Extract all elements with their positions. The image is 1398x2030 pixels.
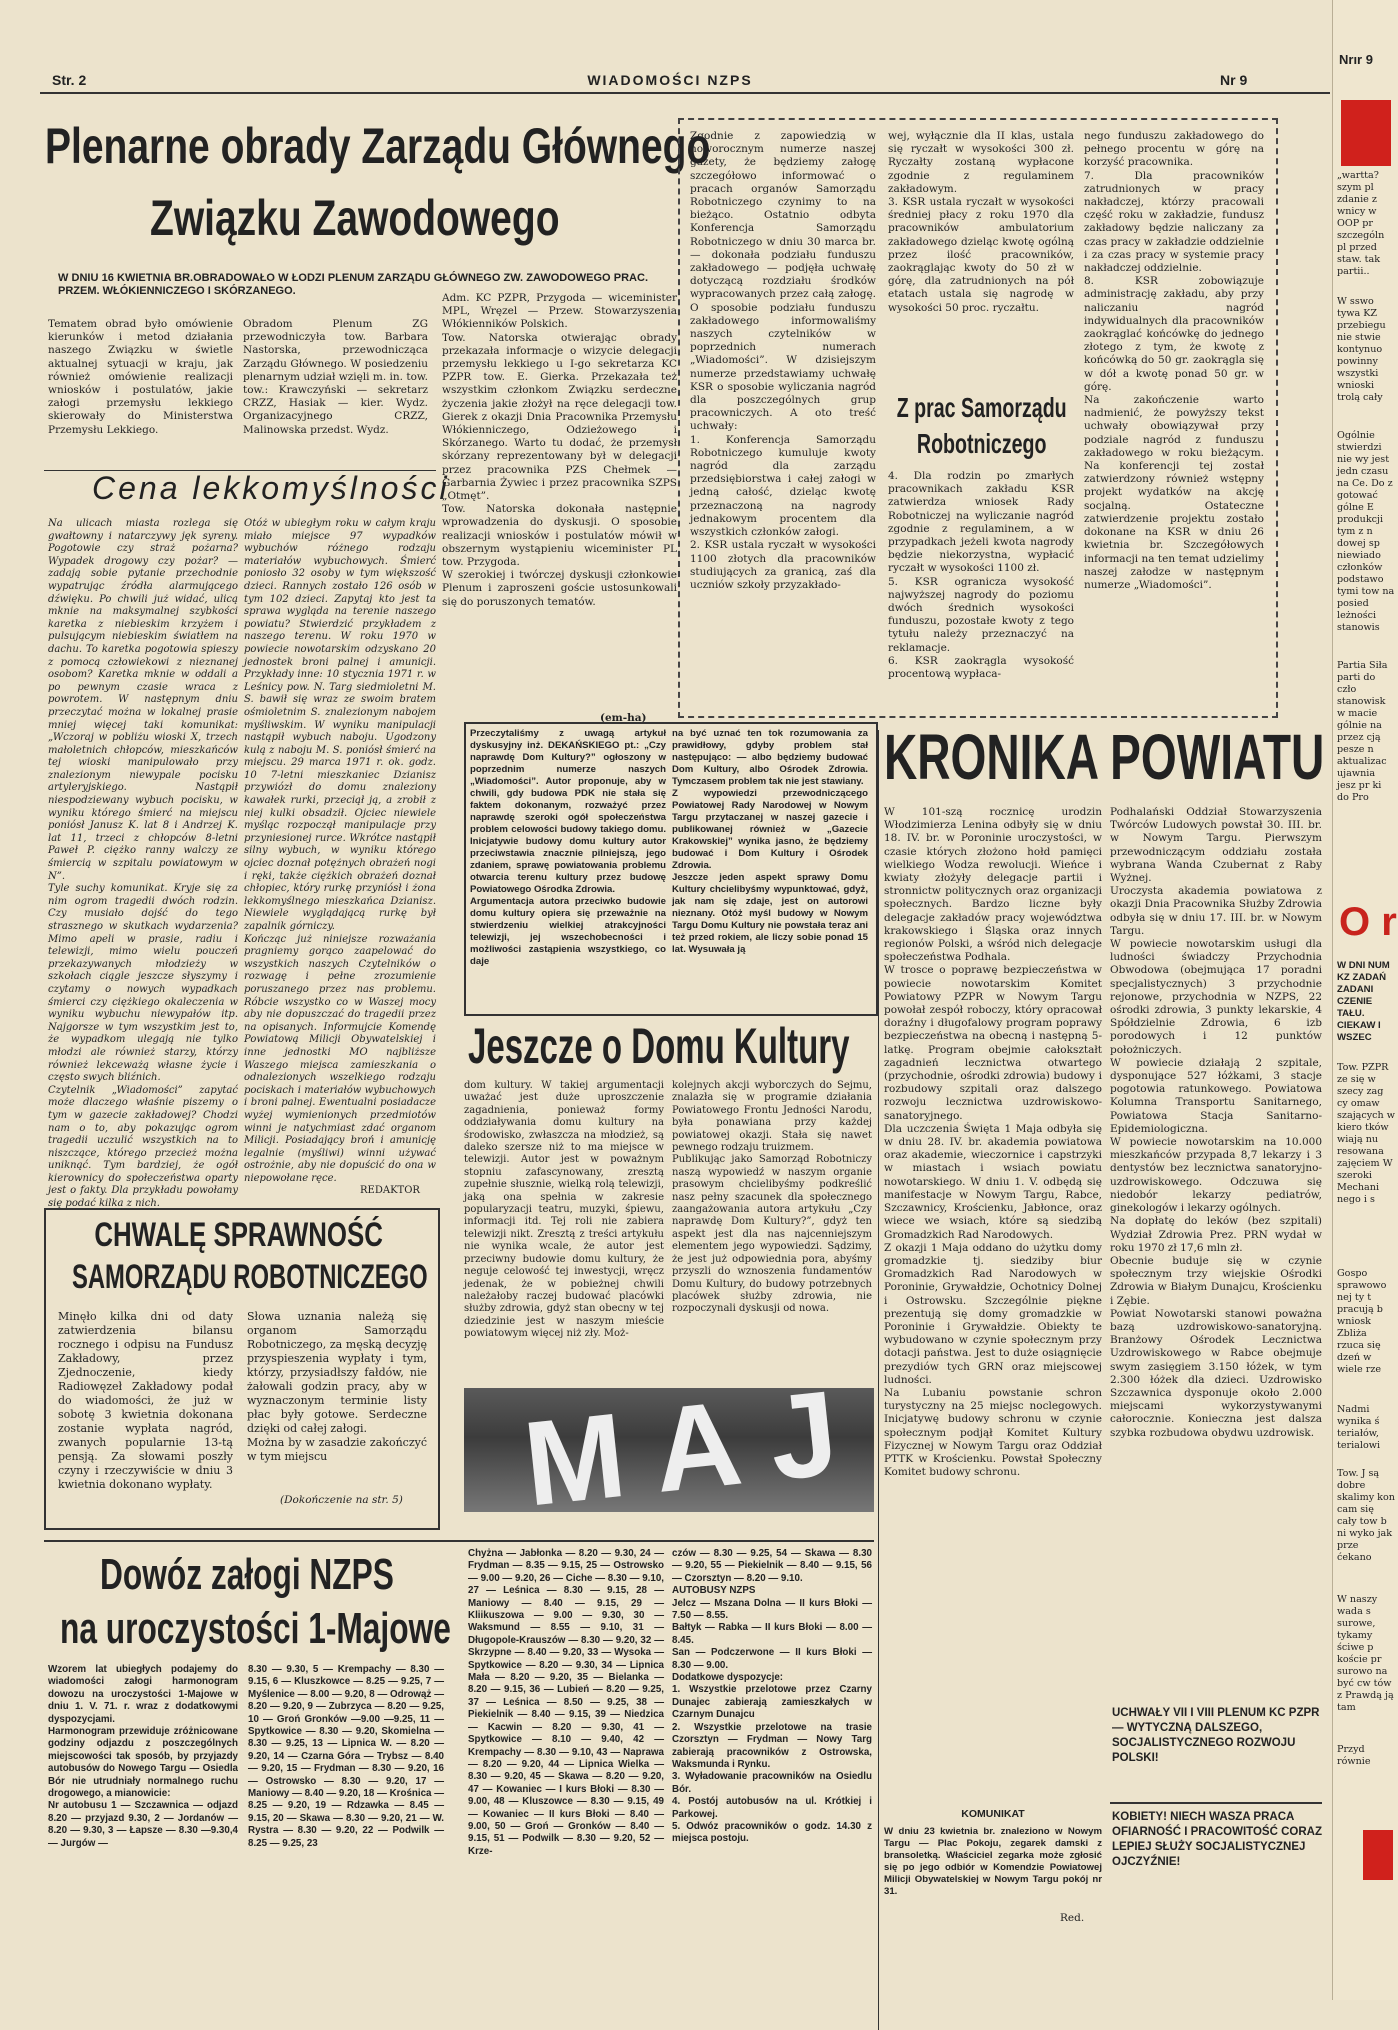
- next-page-text9: Tow. J są dobre skalimy kon cam się cały tow b ni wyko jak prze ćekano: [1337, 1468, 1395, 1563]
- chwale-col2: Słowa uznania należą się organom Samorządu Robotniczego, za męską decyzję przyspieszenia wypłaty i tym, którzy, przysiadłszy fałdów, nie żałowali godzin pracy, aby w wyznaczonym terminie listy płac były gotowe. Serdeczne dzięki od całej załogi. Można by w zasadzie zakończyć w tym miejscu: [247, 1310, 427, 1463]
- samorzad-col1: Zgodnie z zapowiedzią w noworocznym numerze naszej gazety, że będziemy załogę szczegółowo informować o pracach organów Samorządu Robotniczego czynimy to na bieżąco. Ostatnio odbyta Konferencja Samorządu Robotniczego w dniu 30 marca br. — dokonała podziału funduszu zakładowego — podjęła uchwałę dotyczącą rozdziału środków wypracowanych przez całą załogę. O sposobie podziału funduszu zakładowego informowaliśmy naszych czytelników w poprzednich numerach „Wiadomości”. W dzisiejszym numerze przedstawiamy uchwałę KSR o sposobie wyliczania nagród dla poszczególnych grup pracowniczych. A oto treść uchwały: 1. Konferencja Samorządu Robotniczego kumuluje kwoty nagród dla zarządu przedsiębiorstwa i całej załogi w jedną całość, dzieląc kwotę przeznaczoną na nagrody jednakowym procentem dla wszystkich członków załogi. 2. KSR ustala ryczałt w wysokości 1100 złotych dla pracowników studiujących za granicą, zaś dla uczniów szkoły przyzakłado-: [690, 130, 876, 591]
- slogan-rule: [1110, 1802, 1322, 1804]
- dowoz-col3: Chyżna — Jabłonka — 8.20 — 9.30, 24 — Frydman — 8.35 — 9.15, 25 — Ostrowsko — 9.00 — 9.20, 26 — Ciche — 8.30 — 9.10, 27 — Leśnica — 8.30 — 9.15, 28 — Maniowy — 8.40 — 9.15, 29 — Kliikuszowa — 9.00 — 9.30, 30 — Waksmund — 8.55 — 9.10, 31 — Długopole-Krauszów — 8.30 — 9.20, 32 — Skrzypne — 8.40 — 9.20, 33 — Wysoka — Spytkowice — 8.20 — 9.30, 34 — Lipnica Mała — 8.20 — 9.20, 35 — Bielanka — 8.20 — 9.15, 36 — Lubień — 8.20 — 9.25, 37 — Leśnica — 8.50 — 9.25, 38 — Piekielnik — 8.40 — 9.15, 39 — Niedzica — Kacwin — 8.20 — 9.30, 41 — Spytkowice — 8.10 — 9.40, 42 — Krempachy — 8.30 — 9.10, 43 — Naprawa — 8.20 — 9.20, 44 — Lipnica Wielka — 8.30 — 9.20, 45 — Skawa — 8.20 — 9.20, 47 — Kowaniec — I kurs Błoki — 8.30 — 9.00, 48 — Kluszowce — 8.30 — 9.15, 49 — Kowaniec — II kurs Błoki — 8.40 — 9.00, 50 — Groń — Gronków — 8.40 — 9.15, 51 — Podwilk — 8.30 — 9.20, 52 — Krze-: [468, 1548, 664, 1857]
- next-page-text4: Partia Siła parti do czło stanowisk w macie gólnie na przez cją pesze n aktualizac ujawnia jesz pr ki do Pro: [1337, 660, 1388, 803]
- rule-dowoz-top: [44, 1540, 874, 1542]
- next-page-text8: Nadmi wynika ś teriałów, terialowi: [1337, 1404, 1381, 1451]
- dowoz-col4: czów — 8.30 — 9.25, 54 — Skawa — 8.30 — 9.20, 55 — Piekielnik — 8.40 — 9.15, 56 — Czorsztyn — 8.20 — 9.10. AUTOBUSY NZPS Jelcz — Mszana Dolna — II kurs Błoki — 7.50 — 8.55. Bałtyk — Rabka — II kurs Błoki — 8.00 — 8.45. San — Podczerwone — II kurs Błoki — 8.30 — 9.00. Dodatkowe dyspozycje: 1. Wszystkie przelotowe przez Czarny Dunajec zabierają zamieszkałych w Czarnym Dunajcu 2. Wszystkie przelotowe na trasie Czorsztyn — Frydman — Nowy Targ zabierają pracowników z Ostrowska, Waksmunda i Rynku. 3. Wyładowanie pracowników na Osiedlu Bór. 4. Postój autobusów na ul. Krótkiej i Parkowej. 5. Odwóz pracowników o godz. 14.30 z miejsca postoju.: [672, 1548, 872, 1845]
- plenum-col2: Obradom Plenum ZG przewodniczyła tow. Barbara Nastorska, przewodnicząca Zarządu Głównego. W posiedzeniu plenarnym udział wzięli m. in. tow. tow.: Krawczyński — sekretarz CRZZ, Hasiak — kier. Wydz. Organizacyjnego CRZZ, Malinowska przedst. Wydz.: [243, 318, 428, 436]
- samorzad-col3: nego funduszu zakładowego do pełnego procentu w górę na korzyść pracownika. 7. Dla pracowników zatrudnionych w pracy nakładczej, którzy pracowali część roku w zakładzie, fundusz zakładowy będzie naliczany za czas pracy w zakładzie oddzielnie i za czas pracy w systemie pracy nakładczej oddzielnie. 8. KSR zobowiązuje administrację zakładu, aby przy naliczaniu nagród indywidualnych dla pracowników zaokrąglać końcówkę do jednego złotego z tym, że kwotę z końcówką do 50 gr. zaokrągla się w dół a kwotę ponad 50 gr. w górę. Na zakończenie warto nadmienić, że powyższy tekst uchwały obowiązywał przy podziale nagród z funduszu zakładowego w roku bieżącym. Na konferencji tej został zatwierdzony również wstępny projekt wydatków na akcję socjalną. Ostateczne zatwierdzenie projektu zostało dokonane na KSR w dniu 26 kwietnia br. Szczegółowych informacji na ten temat udzielimy naszej załodze w następnym numerze „Wiadomości”.: [1084, 130, 1264, 591]
- next-page-text2: W sswo tywa KZ przebiegu nie stwie kontynuo powinny wszystki wnioski trolą cały: [1337, 296, 1386, 403]
- chwale-continued: (Dokończenie na str. 5): [280, 1494, 403, 1506]
- dowoz-title2: na uroczystości 1-Majowe: [60, 1604, 451, 1653]
- dowoz-col1: Wzorem lat ubiegłych podajemy do wiadomości załogi harmonogram dowozu na uroczystości 1-Majowe w dniu 1. V. 71. r. wraz z dodatkowymi dyspozycjami. Harmonogram przewiduje zróżnicowane godziny odjazdu z poszczególnych miejscowości tak sposób, by przyjazdy autobusów do Nowego Targu — Osiedla Bór nie utrudniały normalnego ruchu drogowego, a mianowicie: Nr autobusu 1 — Szczawnica — odjazd 8.20 — przyjazd 9.30, 2 — Jordanów — 8.20 — 9.30, 3 — Łapsze — 8.30 —9.30,4 — Jurgów —: [48, 1664, 238, 1849]
- cena-signature: REDAKTOR: [360, 1185, 420, 1196]
- next-page-text1: „wartta? szym pl zdanie z wnicy w OOP pr szczególn pl przed staw. tak partii..: [1337, 170, 1385, 277]
- next-page-text10: W naszy wada s surowe, tykamy ściwe p koście pr surowo na być cw tów z Prawdą ją tam: [1337, 1594, 1394, 1713]
- plenum-title-line2: Związku Zawodowego: [150, 190, 560, 246]
- plenum-col3: Adm. KC PZPR, Przygoda — wiceminister MPL, Wręzel — Przew. Stowarzyszenia Włókienników Polskich. Tow. Natorska otwierając obrady przekazała informacje o wizycie delegacji przemysłu lekkiego u I-go sekretarza KC PZPR tow. E. Gierka. Przekazała też wszystkim członkom Związku serdeczne życzenia jakie złożył na ręce delegacji tow. Gierek z okazji Dnia Pracownika Przemysłu Włókienniczego, Odzieżowego i Skórzanego. Warto tu dodać, że przemysł skórzany reprezentowany był w delegacji przez pracownika PZS Chełmek — Garbarnia Żywiec i przez pracownika SZPS „Otmęt”. Tow. Natorska dokonała następnie wprowadzenia do dyskusji. O sposobie realizacji wniosków i postulatów mówił w obszernym wystąpieniu wiceminister PL tow. Przygoda. W szerokiej i twórczej dyskusji członkowie Plenum i zaproszeni goście ustosunkowali się do poruszonych tematów.: [442, 292, 677, 608]
- plenum-col1: Tematem obrad było omówienie kierunków i metod działania naszego Związku w świetle aktualnej sytuacji w kraju, jak również omówienie realizacji wniosków i postulatów, jakie załogi przemysłu lekkiego skierowały do Ministerstwa Przemysłu Lekkiego.: [48, 318, 233, 436]
- next-page-text3: Ogólnie stwierdzi nie wy jest jedn czasu na Ce. Do z gotować gólne E produkcji tym z n dowej sp niewiado członków podstawo tymi tow na posied leżności stanowis: [1337, 430, 1395, 633]
- kronika-title: KRONIKA POWIATU: [884, 721, 1325, 793]
- plenum-signature: (em-ha): [600, 712, 647, 724]
- cena-title: Cena lekkomyślności: [92, 470, 450, 506]
- cena-col2: Otóż w ubiegłym roku w całym kraju miało miejsce 97 wypadków wybuchów różnego rodzaju materiałów wybuchowych. Śmierć poniosło 32 osoby w tym większość dzieci. Rannych zostało 126 osób w tym 102 dzieci. Zapytaj kto jest ta sprawa wygląda na terenie naszego powiatu? Stwierdzić przykładem z naszego terenu. W roku 1970 w powiecie nowotarskim odzyskano 20 jednostek broni palnej i amunicji. Przykłady inne: 10 stycznia 1971 r. w Leśnicy pow. N. Targ siedmioletni M. S. bawił się wraz ze swoim bratem ośmioletnim S. znalezionym nabojem myśliwskim. W wyniku manipulacji nastąpił wybuch naboju. Ugodzony kulą z naboju M. S. poniósł śmierć na miejscu. 29 marca 1971 r. ok. godz. 10 7-letni mieszkaniec Dzianisz przywiózł do domu znaleziony kawałek rurki, przeciął ją, a zrobił z niej kulki obsadził. Ojciec niewiele myśląc rozpoczął manipulacje przy przyniesionej rurce. Wkrótce nastąpił silny wybuch, w wyniku którego ojciec doznał potężnych obrażeń nogi i ręki, także ciężkich obrażeń doznał chłopiec, który rurkę przyniósł i żona lekkomyślnego mieszkańca Dzianisz. Niewiele wyglądającą rurkę był zapalnik górniczy. Kończąc już niniejsze rozważania pragniemy gorąco zaapelować do wszystkich naszych Czytelników o rozwagę i pełne zrozumienie poruszanego przez nas problemu. Róbcie wszystko co w Waszej mocy aby nie dopuszczać do tragedii przez na opisanych. Informujcie Komendę Powiatową Milicji Obywatelskiej i inne jednostki MO najbliższe Waszego miejsca zamieszkania o odnalezionych wszelkiego rodzaju pociskach i materiałów wybuchowych i broni palnej. Ewentualni posiadacze wyżej wymienionych przedmiotów winni je natychmiast zdać organom Milicji. Posiadający broń i amunicję legalnie (myśliwi) winni używać ostrożnie, aby nie dopuścić do ona w niepowołane ręce.: [244, 518, 436, 1184]
- samorzad-col2b: 4. Dla rodzin po zmarłych pracownikach zakładu KSR zatwierdza wniosek Rady Robotniczej na wyliczanie nagród zgodnie z regulaminem, a w przypadkach jeżeli kwota nagrody będzie niekorzystna, wypłacić ryczałt w wysokości 1100 zł. 5. KSR ogranicza wysokość najwyższej nagrody do poziomu dwóch średnich wysokości funduszu, pozostałe kwoty z tego tytułu należy przeznaczyć na reklamacje. 6. KSR zaokrągla wysokość procentową wypłaca-: [888, 470, 1074, 681]
- jeszcze-box-col2: na być uznać ten tok rozumowania za prawidłowy, gdyby problem stał następująco: — albo będziemy budować Dom Kultury, albo Ośrodek Zdrowia. Tymczasem problem tak nie jest stawiany. Z wypowiedzi przewodniczącego Powiatowej Rady Narodowej w Nowym Targu przytaczanej w naszej gazecie i publikowanej również w „Gazecie Krakowskiej” wynika jasno, że będziemy budować i Dom Kultury i Ośrodek Zdrowia. Jeszcze jeden aspekt sprawy Domu Kultury chcielibyśmy wypunktować, gdyż, jak nam się zdaje, jest on autorowi nieznany. Otóż myśl budowy w Nowym Targu Domu Kultury nie powstała teraz ani też przed rokiem, ale liczy sobie ponad 15 lat. Wysuwała ją: [672, 728, 868, 955]
- next-page-strip: [1332, 0, 1398, 2000]
- may-day-photo: [464, 1362, 874, 1532]
- next-page-text5: W DNI NUM KZ ZADAŃ ZADANI CZENIE TAŁU. CIEKAW I WSZEC: [1337, 960, 1390, 1043]
- kronika-col1: W 101-szą rocznicę urodzin Włodzimierza Lenina odbyły się w dniu 18. IV. br. w Poroninie uroczystości, w czasie których złożono hołd pamięci wielkiego Wodza rewolucji. Wieńce i kwiaty złożyły delegacje partii i stronnictw politycznych oraz organizacji społecznych. Bardzo liczne były delegacje zakładów pracy województwa krakowskiego i Śląska oraz innych regionów Polski, a wśród nich delegacje społeczeństwa Podhala. W trosce o poprawę bezpieczeństwa w powiecie nowotarskim Komitet Powiatowy PZPR w Nowym Targu powołał zespół roboczy, który opracował doraźny i długofalowy program poprawy bezpieczeństwa na obecną i następną 5-latkę. Program obejmie całokształt zagadnień lecznictwa otwartego (przychodnie, ośrodki zdrowia) budowy i rozbudowy szpitali oraz dalszego rozwoju lecznictwa uzdrowiskowo-sanatoryjnego. Dla uczczenia Święta 1 Maja odbyła się w dniu 28. IV. br. akademia powiatowa oraz akademie, wieczornice i capstrzyki w miastach i wsiach powiatu nowotarskiego. W dniu 1. V. odbędą się manifestacje w Nowym Targu, Rabce, Szczawnicy, Krościenku, Jabłonce, oraz wiece we wsiach, które są siedzibą Gromadzkich Rad Narodowych. Z okazji 1 Maja oddano do użytku domy gromadzkie tj. siedziby biur Gromadzkich Rad Narodowych w Poroninie, Grywałdzie, Ochotnicy Dolnej i Ostrowsku. Szczególnie piękne prezentują się domy gromadzkie w Poroninie i Grywałdzie. Obiekty te wybudowano w czynie społecznym przy dotacji państwa. Jest to duże osiągnięcie prezydiów tych GRN oraz miejscowej ludności. Na Lubaniu powstanie schron turystyczny na 25 miejsc noclegowych. Inicjatywę budowy schronu w czynie społecznym podjął Komitet Kultury Fizycznej w Nowym Targu oraz Oddział PTTK w Krościenku. Powstał Społeczny Komitet budowy schronu.: [884, 806, 1102, 1479]
- next-page-title-fragment: O r: [1339, 900, 1397, 944]
- next-page-text6: Tow. PZPR ze się w szecy zag cy omaw szających w kiero tków wiają nu resowana zajęciem W szeroki Mechani nego i s: [1337, 1062, 1395, 1205]
- jeszcze-box-col1: Przeczytaliśmy z uwagą artykuł dyskusyjny inż. DEKAŃSKIEGO pt.: „Czy naprawdę Dom Kultury?” ogłoszony w poprzednim numerze naszych „Wiadomości”. Autor proponuje, aby w chwili, gdy budowa PDK nie stała się faktem dokonanym, rozważyć przez naprawdę szeroki ogół społeczeństwa problem celowości budowy takiego domu. Inicjatywie budowy domu kultury autor przeciwstawia znacznie pilniejszą, jego zdaniem, sprawę powiatowania problemu otwarcia terenu kultury przez budowę Powiatowego Ośrodka Zdrowia. Argumentacja autora przeciwko budowie domu kultury opiera się przeważnie na stwierdzeniu wielkiej atrakcyjności telewizji, jej wszechobecności i możliwości zastąpienia wszystkiego, co daje: [470, 728, 666, 967]
- next-page-text7: Gospo sprawowo nej ty t pracują b wniosk Zbliża rzuca się dzeń w wiele rze: [1337, 1268, 1387, 1375]
- red-title-block-top: [1341, 100, 1391, 166]
- slogan-plenum: UCHWAŁY VII I VIII PLENUM KC PZPR — WYTYCZNĄ DALSZEGO, SOCJALISTYCZNEGO ROZWOJU POLSKI!: [1112, 1707, 1320, 1764]
- samorzad-subtitle1: Z prac Samorządu: [896, 392, 1067, 423]
- dowoz-col2: 8.30 — 9.30, 5 — Krempachy — 8.30 — 9.15, 6 — Kluszkowce — 8.25 — 9.25, 7 — Myślenice — 8.00 — 9.20, 8 — Odrowąż — 8.20 — 9.20, 9 — Zubrzyca — 8.20 — 9.25, 10 — Groń Gronków —9.00 —9.25, 11 — Spytkowice — 8.30 — 9.20, Skomielna — 8.30 — 9.25, 13 — Lipnica W. — 8.20 — 9.20, 14 — Czarna Góra — Trybsz — 8.40 — 9.20, 15 — Frydman — 8.30 — 9.20, 16 — Ostrowsko — 8.30 — 9.20, 17 — Maniowy — 8.40 — 9.20, 18 — Krośnica — 8.25 — 9.20, 19 — Rdzawka — 8.45 — 9.15, 20 — Skawa — 8.30 — 9.20, 21 — W. Rystra — 8.30 — 9.20, 22 — Podwilk — 8.25 — 9.25, 23: [248, 1664, 445, 1849]
- kronika-col2: Podhalański Oddział Stowarzyszenia Twórców Ludowych powstał 30. III. br. w Nowym Targu. Pierwszym przewodniczącym oddziału została wybrana Wanda Czubernat z Raby Wyżnej. Uroczysta akademia powiatowa z okazji Dnia Pracownika Służby Zdrowia odbyła się w dniu 17. III. br. w Nowym Targu. W powiecie nowotarskim usługi dla ludności świadczy Przychodnia Obwodowa (obejmująca 17 poradni specjalistycznych) 3 przychodnie rejonowe, przychodnia w NZPS, 22 ośrodki zdrowia, 3 punkty lekarskie, 4 Spółdzielnie Zdrowia, 6 izb porodowych i 12 punktów położniczych. W powiecie działają 2 szpitale, dysponujące 527 łóżkami, 3 stacje pogotowia ratunkowego. Powiatowa Kolumna Transportu Sanitarnego, Powiatowa Stacja Sanitarno-Epidemiologiczna. W powiecie nowotarskim na 10.000 mieszkańców przypada 8,7 lekarzy i 3 dentystów bez lecznictwa sanatoryjno-uzdrowiskowego. Odczuwa się niedobór lekarzy pediatrów, ginekologów i lekarzy ogólnych. Na dopłatę do leków (bez szpitali) Wydział Zdrowia Prez. PRN wydał w roku 1970 zł 17,6 mln zł. Obecnie buduje się w czynie społecznym trzy wiejskie Ośrodki Zdrowia w Białym Dunajcu, Krościenku i Zębie. Powiat Nowotarski stanowi poważna bazą uzdrowiskowo-sanatoryjną. Branżowy Ośrodek Lecznictwa Uzdrowiskowego w Rabce obejmuje swym zasięgiem 3.150 łóżek, w tym 2.300 łóżek dla dzieci. Uzdrowisko Szczawnica dysponuje około 2.000 miejscami wykorzystywanymi całorocznie. Konieczna jest dalsza szybka rozbudowa obydwu uzdrowisk.: [1110, 806, 1322, 1439]
- kronika-signature: Red.: [1060, 1912, 1085, 1924]
- samorzad-col2: wej, wyłącznie dla II klas, ustala się ryczałt w wysokości 300 zł. Ryczałty zostaną wypłacone zgodnie z regulaminem zakładowym. 3. KSR ustala ryczałt w wysokości średniej płacy z roku 1970 dla pracowników ambulatorium zakładowego dzieląc kwotę ogólną przez ilość pracowników, zaokrąglając kwoty do 50 zł w górę, dla zatrudnionych na pół etatach ustala się nagrodę w wysokości 50 proc. ryczałtu.: [888, 130, 1074, 314]
- next-page-text11: Przyd równie: [1337, 1744, 1371, 1767]
- issue-number: Nr 9: [1220, 72, 1248, 88]
- chwale-title1: CHWALĘ SPRAWNOŚĆ: [94, 1216, 383, 1254]
- cena-col1: Na ulicach miasta rozlega się gwałtowny i natarczywy jęk syreny. Pogotowie czy straż pożarna? Wypadek drogowy czy pożar? — zadają sobie pytanie przechodnie wypatrując źródła alarmującego dźwięku. Po chwili już widać, ulicą mknie na maksymalnej szybkości karetka z niebieskim krzyżem i pulsującym niebieskim światłem na dachu. To karetka pogotowia spieszy z pomocą człowiekowi z nieznanej osobom? Karetka mknie w oddali a po pewnym czasie wraca z powrotem. W następnym dniu przeczytać można w lokalnej prasie mniej więcej taki komunikat: „Wczoraj w pobliżu wioski X, trzech małoletnich chłopców, mieszkańców tej wioski manipulowało przy znalezionym niewypale pocisku artyleryjskiego. Nastąpił niespodziewany wybuch pocisku, w wyniku którego śmierć na miejscu poniósł Janusz K. lat 8 i Andrzej K. lat 11, trzeci z chłopców 8-letni Paweł P. ciężko ranny walczy ze śmiercią w szpitalu powiatowym w N”. Tyle suchy komunikat. Kryje się za nim ogrom tragedii dwóch rodzin. Czy musiało dojść do tego strasznego w skutkach wydarzenia? Mimo apeli w prasie, radiu i telewizji, mimo wielu pouczeń przekazywanych młodzieży w szkołach ciągle jeszcze słyszymy i czytamy o nowych wypadkach śmierci czy ciężkiego okaleczenia w wyniku wybuchu niewypałów itp. Najgorsze w tym wszystkim jest to, że wypadkom ulegają nie tylko młodzi ale również starzy, którzy również lekceważą własne życie i często swych bliźnich. Czytelnik „Wiadomości” zapytać może dlaczego właśnie piszemy o tym w gazecie zakładowej? Chodzi nam o to, aby pokazując ogrom tragedii uczulić wszystkich na to niszczące, którego przecież można uniknąć. Tym bardziej, że ogół kierownicy do społeczeństwa oparty jest o fakty. Dla przykładu powołamy się podać kilka z nich.: [48, 518, 238, 1210]
- next-page-header: Nrır 9: [1339, 52, 1373, 67]
- red-title-block-bottom: [1363, 1830, 1393, 1880]
- page-number: Str. 2: [52, 72, 87, 88]
- kronika-divider: [878, 730, 879, 2030]
- slogan-kobiety: KOBIETY! NIECH WASZA PRACA OFIARNOŚĆ I PRACOWITOŚĆ CORAZ LEPIEJ SŁUŻY SOCJALISTYCZNEJ OJCZYŹNIE!: [1112, 1811, 1322, 1868]
- jeszcze-col1: dom kultury. W takiej argumentacji uważać jest duże uproszczenie zagadnienia, ponieważ formy oddziaływania domu kultury na środowisko, zwłaszcza na młodzież, są daleko szersze niż to ma miejsce w telewizji. Autor jest w poważnym stopniu zafascynowany, zresztą zupełnie słusznie, wielką rolą telewizji, jaką ona spełnia w zakresie popularyzacji teatru, muzyki, śpiewu, informacji itd. Tej roli nie zabiera telewizji nikt. Zresztą z treści artykułu nie wynika wcale, że autor jest przeciwny budowie domu kultury, że neguje celowość tej inwestycji, wręcz jedenak, że w pobieżnej chwili należałoby raczej budować placówki służby zdrowia, gdyż stan obecny w tej dziedzinie jest w naszym mieście powiatowym więcej niż zły. Moż-: [464, 1080, 664, 1340]
- plenum-lead: W DNIU 16 KWIETNIA BR.OBRADOWAŁO W ŁODZI PLENUM ZARZĄDU GŁÓWNEGO ZW. ZAWODOWEGO PRAC. PRZEM. WŁÓKIENNICZEGO I SKÓRZANEGO.: [58, 272, 648, 298]
- samorzad-subtitle2: Robotniczego: [916, 428, 1047, 459]
- dowoz-title1: Dowóz załogi NZPS: [100, 1550, 394, 1599]
- plenum-title-line1: Plenarne obrady Zarządu Głównego: [45, 118, 711, 174]
- masthead-rule: [40, 92, 1330, 94]
- chwale-col1: Minęło kilka dni od daty zatwierdzenia bilansu rocznego i odpisu na Fundusz Zakładowy, przez Zjednoczenie, kiedy Radiowęzeł Zakładowy podał do wiadomości, że już w sobotę 3 kwietnia dokonana zostanie wypłata nagród, zwanych popularnie 13-tą pensją. Za słowami poszły czyny i rzeczywiście w dniu 3 kwietnia dokonano wypłaty.: [58, 1310, 233, 1491]
- paper-name: WIADOMOŚCI NZPS: [587, 72, 753, 88]
- komunikat-text: W dniu 23 kwietnia br. znaleziono w Nowym Targu — Plac Pokoju, zegarek damski z bransoletką. Właściciel zegarka może zgłosić się po jego odbiór w Komendzie Powiatowej Milicji Obywatelskiej w Nowym Targu pokój nr 31.: [884, 1826, 1102, 1897]
- photo-letters: MAJ: [517, 1362, 874, 1532]
- komunikat-title: KOMUNIKAT: [961, 1808, 1025, 1820]
- chwale-title2: SAMORZĄDU ROBOTNICZEGO: [72, 1258, 428, 1296]
- jeszcze-col2: kolejnych akcji wyborczych do Sejmu, znalazła się w programie działania Powiatowego Frontu Jedności Narodu, była ponawiana przy każdej powiatowej okazji. Stała się nawet pewnego rodzaju truizmem. Publikując jako Samorząd Robotniczy naszą wypowiedź w naszym organie prasowym chcielibyśmy podkreślić nasz pełny szacunek dla społecznego zaangażowania autora artykułu „Czy naprawdę Dom Kultury?”, gdyż ten aspekt jest dla nas najcenniejszym elementem jego wypowiedzi. Sądzimy, że jest już odpowiednia pora, abyśmy przyszli do wznoszenia fundamentów Domu Kultury, do budowy potrzebnych placówek służby zdrowia, nie rozpoczynali dyskusji od nowa.: [672, 1080, 872, 1315]
- jeszcze-title: Jeszcze o Domu Kultury: [468, 1018, 850, 1074]
